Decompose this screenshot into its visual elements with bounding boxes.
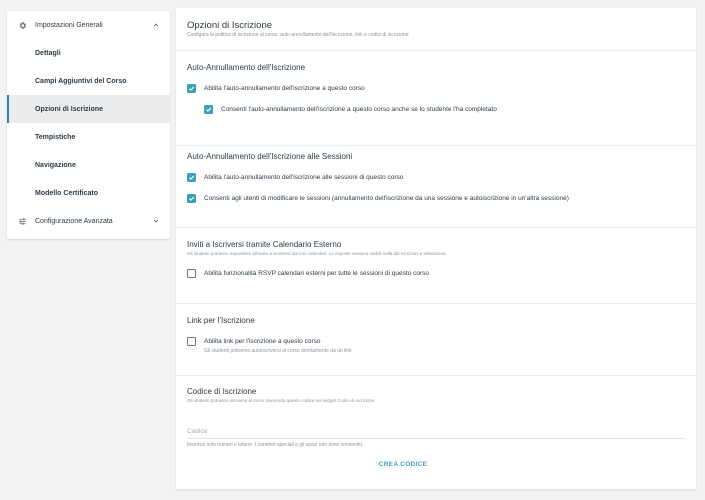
- checkbox-checked[interactable]: [187, 84, 196, 93]
- section-session-unenroll: [176, 146, 696, 228]
- chevron-up-icon[interactable]: [152, 21, 160, 29]
- page-subtitle: Configura la politica di iscrizione al corso: auto-annullamento dell'iscrizione, link e codici di iscrizione: [187, 32, 409, 38]
- section-title: Link per l'Iscrizione: [187, 316, 255, 325]
- option-label: Abilita link per l'iscrizione a questo corso: [204, 338, 321, 345]
- sidebar-group-advanced-label: Configurazione Avanzata: [35, 217, 113, 225]
- option-sublabel: Gli studenti potranno autoiscriversi al corso direttamente da un link: [204, 348, 352, 354]
- sidebar-item-opzioni-iscrizione[interactable]: Opzioni di Iscrizione: [7, 95, 170, 123]
- sidebar-item-navigazione[interactable]: Navigazione: [35, 161, 76, 169]
- sidebar-item-modello-certificato[interactable]: Modello Certificato: [35, 189, 99, 197]
- settings-sidebar: [7, 11, 170, 239]
- option-label: Consenti l'auto-annullamento dell'iscrizione a questo corso anche se lo studente l'ha completato: [221, 106, 497, 113]
- option-rsvp-calendars[interactable]: [187, 269, 429, 278]
- enroll-code-hint: Inserisci solo numeri e lettere. I caratteri speciali e gli spazi non sono consentiti.: [187, 442, 364, 448]
- section-title: Codice di Iscrizione: [187, 387, 257, 396]
- sidebar-group-general[interactable]: [7, 11, 170, 39]
- section-title: Inviti a Iscriversi tramite Calendario Esterno: [187, 240, 342, 249]
- section-enroll-link: [176, 304, 696, 376]
- section-auto-unenroll: [176, 51, 696, 146]
- enroll-code-input[interactable]: [187, 425, 685, 439]
- option-auto-unenroll-course[interactable]: [187, 84, 365, 93]
- option-label: Consenti agli utenti di modificare le sessioni (annullamento dell'iscrizione da una sessione e autoiscrizione in un'altra sessione): [204, 195, 569, 202]
- option-label: Abilita funzionalità RSVP calendari esterni per tutte le sessioni di questo corso: [204, 270, 429, 277]
- sidebar-item-campi-aggiuntivi[interactable]: Campi Aggiuntivi del Corso: [35, 77, 127, 85]
- section-subtitle: Gli studenti potranno rispondere all'invito a iscriversi dai loro calendari. Le risposte saranno visibili nella tab Iscrizioni e Valutazioni.: [187, 251, 447, 256]
- sidebar-group-advanced[interactable]: [7, 207, 170, 235]
- checkbox-checked[interactable]: [204, 105, 213, 114]
- option-label: Abilita l'auto-annullamento dell'iscrizione a questo corso: [204, 85, 365, 92]
- option-modify-sessions[interactable]: [187, 194, 569, 203]
- gear-icon: [17, 20, 27, 30]
- option-session-unenroll[interactable]: [187, 173, 403, 182]
- checkbox-checked[interactable]: [187, 194, 196, 203]
- option-label: Abilita l'auto-annullamento dell'iscrizione alle sessioni di questo corso: [204, 174, 404, 181]
- section-title: Auto-Annullamento dell'Iscrizione: [187, 63, 306, 72]
- sidebar-item-tempistiche[interactable]: Tempistiche: [35, 133, 76, 141]
- section-subtitle: Gli studenti potranno iscriversi al corso inserendo questo codice nel widget Codici di iscrizione: [187, 398, 375, 403]
- page-header: [176, 8, 696, 51]
- page-title: Opzioni di Iscrizione: [187, 20, 273, 31]
- option-auto-unenroll-completed[interactable]: [204, 105, 497, 114]
- option-enroll-link[interactable]: [187, 337, 321, 346]
- sidebar-group-general-label: Impostazioni Generali: [35, 21, 103, 29]
- sidebar-item-dettagli[interactable]: Dettagli: [35, 49, 61, 57]
- section-calendar-invites: [176, 228, 696, 304]
- checkbox-unchecked[interactable]: [187, 269, 196, 278]
- sliders-icon: [17, 216, 27, 226]
- checkbox-unchecked[interactable]: [187, 337, 196, 346]
- chevron-down-icon[interactable]: [152, 217, 160, 225]
- enrollment-options-panel: [176, 8, 696, 489]
- checkbox-checked[interactable]: [187, 173, 196, 182]
- create-code-button[interactable]: CREA CODICE: [378, 460, 428, 468]
- section-title: Auto-Annullamento dell'Iscrizione alle Sessioni: [187, 152, 353, 161]
